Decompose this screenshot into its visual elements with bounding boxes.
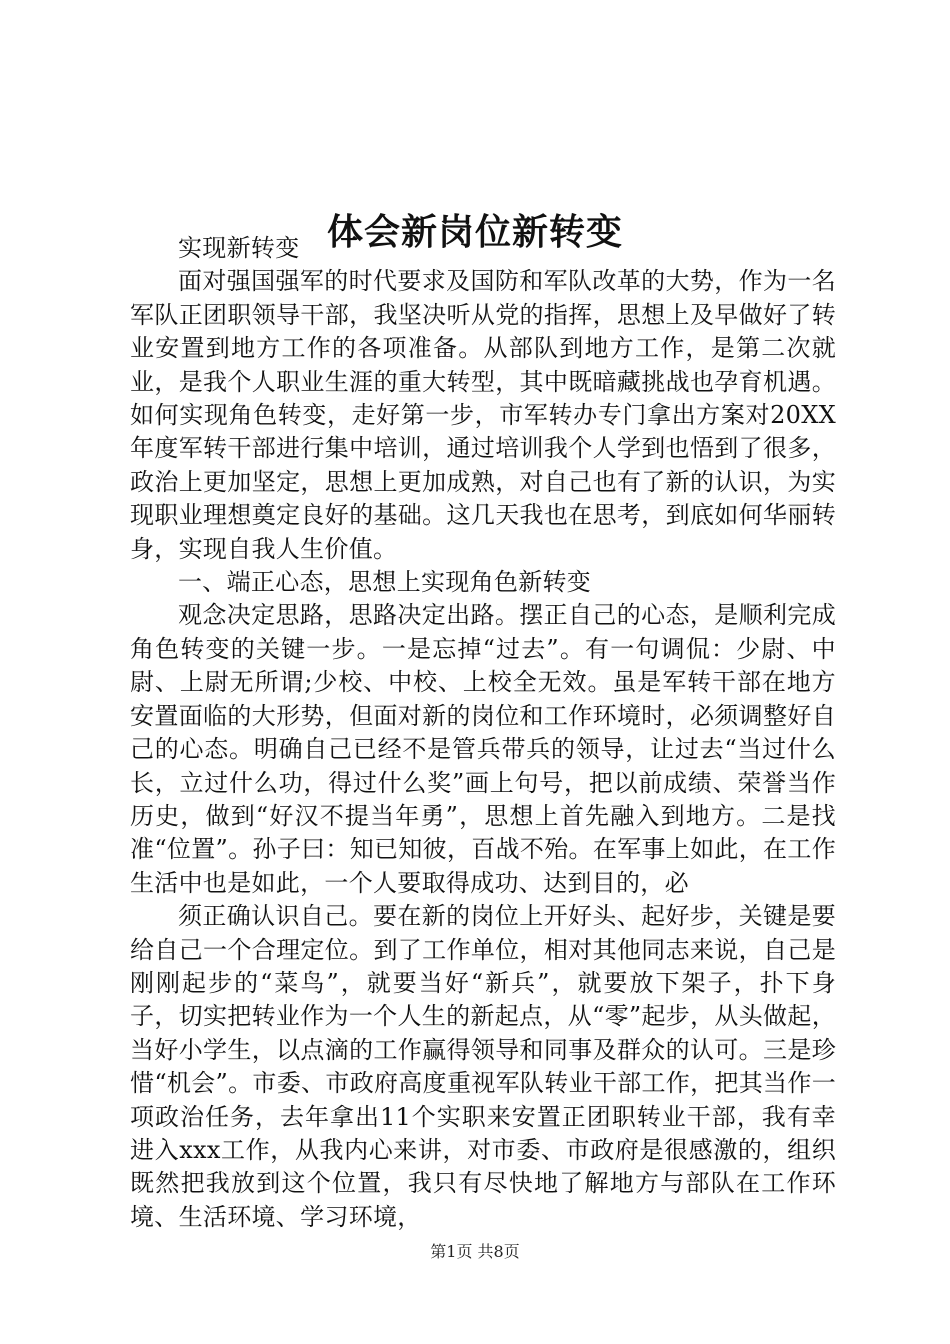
paragraph: 观念决定思路，思路决定出路。摆正自己的心态，是顺利完成角色转变的关键一步。一是忘掉“过去”。有一句调侃：少尉、中尉、上尉无所谓;少校、中校、上校全无效。虽是军转干部在地方安置面临的大形势，但面对新的岗位和工作环境时，必须调整好自己的心态。明确自己已经不是管兵带兵的领导，让过去“当过什么长，立过什么功，得过什么奖”画上句号，把以前成绩、荣誉当作历史，做到“好汉不提当年勇”，思想上首先融入到地方。二是找准“位置”。孙子曰：知已知彼，百战不殆。在军事上如此，在工作生活中也是如此，一个人要取得成功、达到目的，必 (130, 601, 836, 897)
section-heading-intro: 实现新转变 (178, 234, 300, 262)
page-footer: 第1页 共8页 (430, 1242, 520, 1261)
paragraph: 须正确认识自己。要在新的岗位上开好头、起好步，关键是要给自己一个合理定位。到了工作单位，相对其他同志来说，自己是刚刚起步的“菜鸟”，就要当好“新兵”，就要放下架子，扑下身子，切实把转业作为一个人生的新起点，从“零”起步，从头做起，当好小学生，以点滴的工作赢得领导和同事及群众的认可。三是珍惜“机会”。市委、市政府高度重视军队转业干部工作，把其当作一项政治任务，去年拿出11个实职来安置正团职转业干部，我有幸进入xxx工作，从我内心来讲，对市委、市政府是很感激的，组织既然把我放到这个位置，我只有尽快地了解地方与部队在工作环境、生活环境、学习环境， (130, 902, 836, 1231)
paragraph: 面对强国强军的时代要求及国防和军队改革的大势，作为一名军队正团职领导干部，我坚决听从党的指挥，思想上及早做好了转业安置到地方工作的各项准备。从部队到地方工作，是第二次就业，是我个人职业生涯的重大转型，其中既暗藏挑战也孕育机遇。如何实现角色转变，走好第一步，市军转办专门拿出方案对20XX年度军转干部进行集中培训，通过培训我个人学到也悟到了很多，政治上更加坚定，思想上更加成熟，对自己也有了新的认识，为实现职业理想奠定良好的基础。这几天我也在思考，到底如何华丽转身，实现自我人生价值。 (130, 267, 836, 563)
section-heading: 一、端正心态，思想上实现角色新转变 (178, 568, 592, 597)
document-title: 体会新岗位新转变 (326, 211, 623, 254)
document-body (130, 232, 836, 1234)
